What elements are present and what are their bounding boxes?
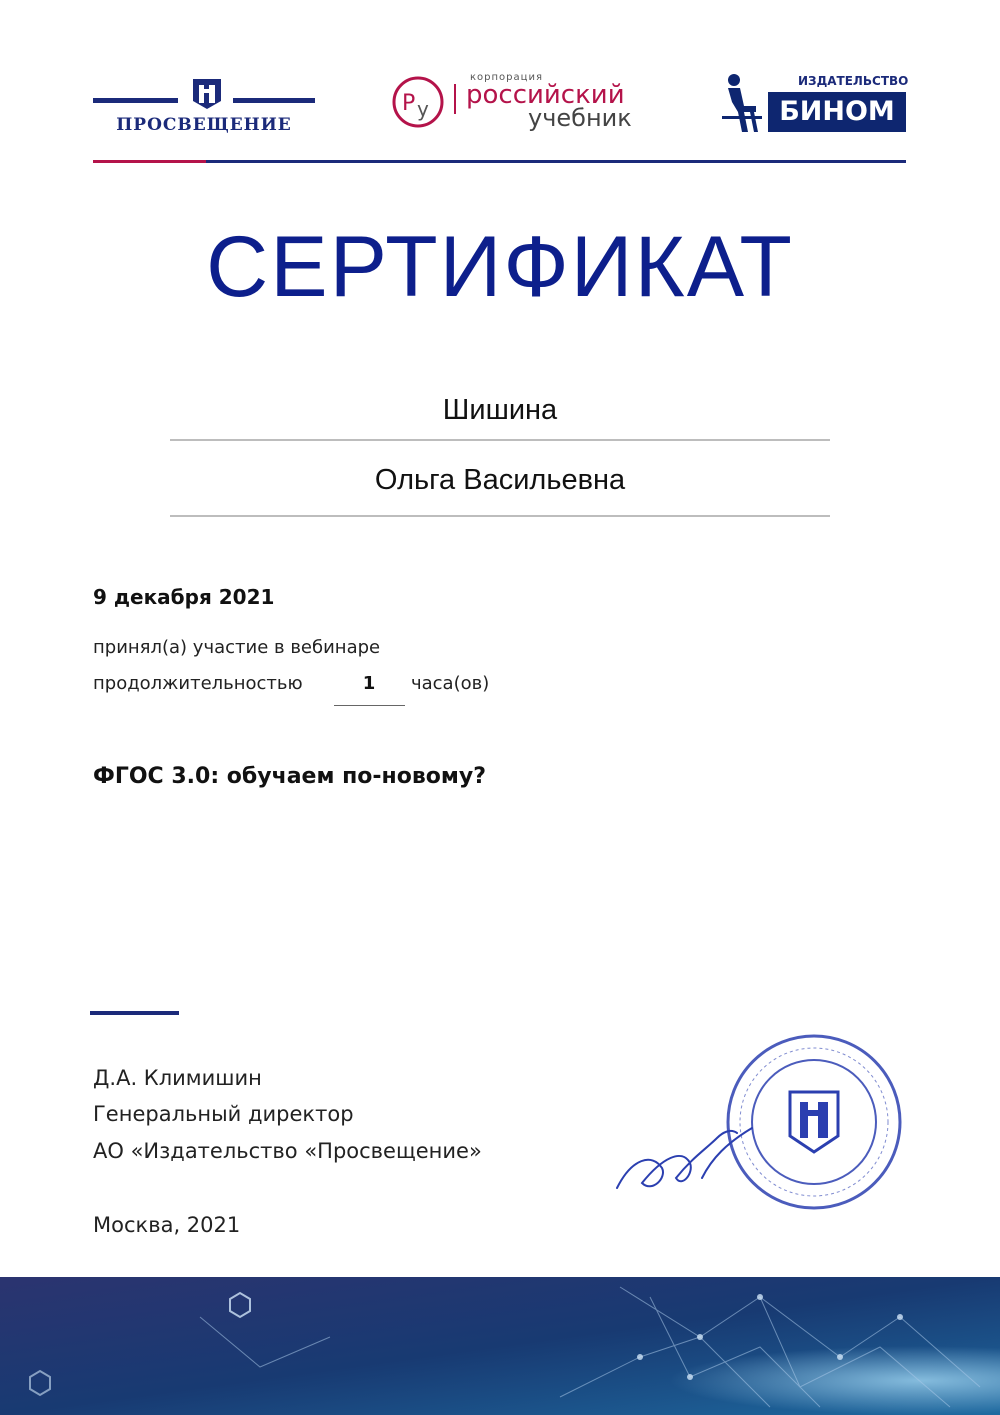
footer-network-band (0, 1277, 1000, 1415)
svg-text:Р: Р (402, 91, 416, 116)
signer-name: Д.А. Климишин (93, 1066, 262, 1090)
header-rule (206, 160, 906, 163)
duration-unit: часа(ов) (411, 673, 490, 694)
official-seal-stamp (722, 1030, 907, 1215)
duration-underline (334, 705, 405, 706)
surname-underline (170, 439, 830, 441)
binom-publisher-label: ИЗДАТЕЛЬСТВО (798, 74, 909, 88)
ru-emblem-icon (390, 74, 446, 130)
event-date: 9 декабря 2021 (93, 585, 275, 609)
recipient-surname: Шишина (442, 394, 558, 426)
logo-divider (454, 84, 456, 114)
binom-logo (718, 70, 908, 136)
prosveshchenie-wordmark: ПРОСВЕЩЕНИЕ (116, 115, 292, 135)
recipient-given-names: Ольга Васильевна (374, 464, 626, 496)
duration-label: продолжительностью (93, 673, 303, 694)
binom-wordmark: БИНОМ (768, 92, 906, 132)
svg-text:у: у (417, 97, 429, 121)
place-and-year: Москва, 2021 (93, 1213, 241, 1237)
duration-value: 1 (362, 673, 376, 694)
webinar-title: ФГОС 3.0: обучаем по-новому? (93, 764, 486, 789)
participation-text: принял(а) участие в вебинаре (93, 637, 381, 658)
logo-bar-right (233, 98, 315, 103)
logo-bar-left (93, 98, 178, 103)
signer-organization: АО «Издательство «Просвещение» (93, 1139, 482, 1163)
prosveshchenie-logo (93, 70, 315, 140)
russian-textbook-logo (390, 70, 650, 134)
ru-logo-caption: корпорация (470, 72, 543, 83)
signer-position: Генеральный директор (93, 1102, 354, 1126)
ru-logo-line2: учебник (528, 104, 632, 132)
ru-logo-line1: российский (466, 80, 625, 110)
prosveshchenie-shield-icon (189, 75, 225, 111)
certificate-title: СЕРТИФИКАТ (206, 219, 794, 315)
seated-person-icon (718, 72, 762, 134)
signature-accent-bar (90, 1011, 179, 1015)
given-names-underline (170, 515, 830, 517)
header-rule-accent (93, 160, 206, 163)
